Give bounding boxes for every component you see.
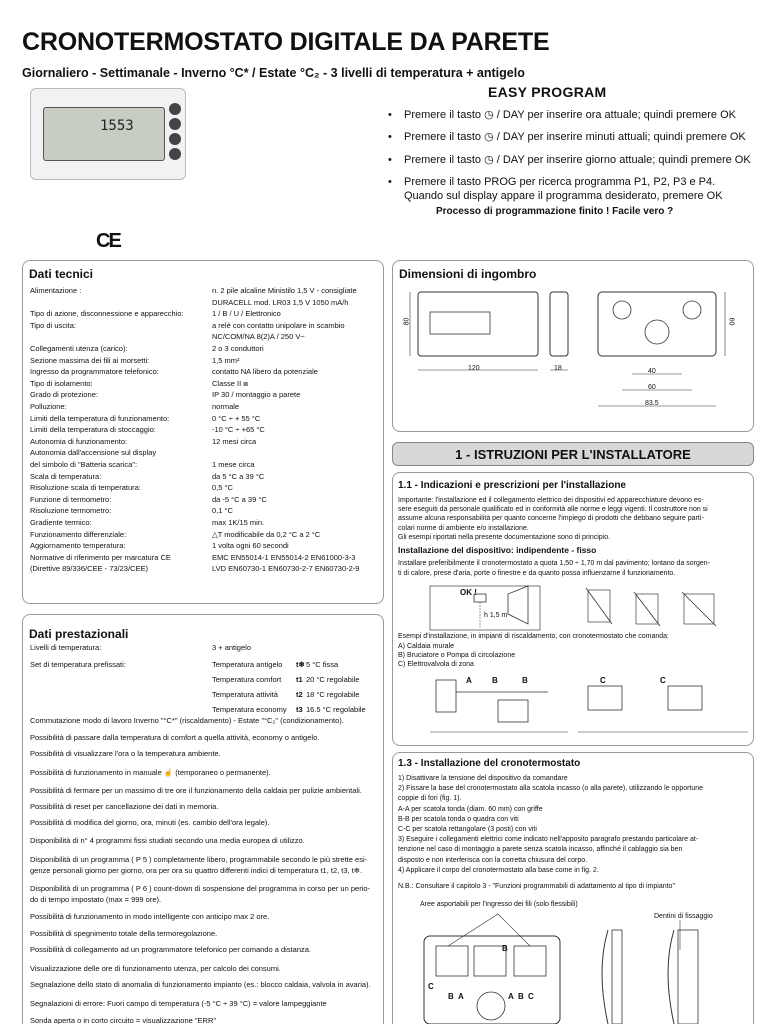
installer-banner — [392, 442, 754, 466]
mounting-figure — [418, 910, 758, 1024]
section-1-3-line: C-C per scatola rettangolare (3 posti) con viti — [398, 826, 537, 833]
tech-row-label: Aggiornamento temperatura: — [30, 541, 126, 551]
easy-program-final: Processo di programmazione finito ! Facile vero ? — [436, 206, 674, 217]
section-1-3-line: disposto e non interferisca con la corretta chiusura del corpo. — [398, 856, 588, 864]
easy-step-line: Premere il tasto PROG per ricerca programma P1, P2, P3 e P4. — [404, 175, 716, 188]
tech-row-value: 2 o 3 conduttori — [212, 344, 264, 353]
set-code: t❄ — [296, 660, 305, 669]
tech-row-label: Grado di protezione: — [30, 390, 98, 400]
fig-letter: B — [502, 944, 508, 953]
set-value: 20 °C regolabile — [306, 675, 360, 684]
diagram-letter: C — [600, 676, 606, 685]
tech-row-label: (Direttive 89/336/CEE - 73/23/CEE) — [30, 564, 148, 574]
easy-step: • Premere il tasto ◷ / DAY per inserire minuti attuali; quindi premere OK — [384, 130, 756, 144]
device-button — [169, 148, 181, 160]
tech-row-value: 1 volta ogni 60 secondi — [212, 541, 289, 551]
set-value: 18 °C regolabile — [306, 690, 360, 699]
esempi-text: Esempi d'installazione, in impianti di riscaldamento, con cronotermostato che comanda: — [398, 633, 669, 640]
tech-row-label: del simbolo di "Batteria scarica": — [30, 460, 138, 469]
ce-mark: CE — [96, 230, 120, 252]
section-1-3-line: tenzione nel caso di montaggio a parete senza scatola incasso, affinché il cablaggio sia ben — [398, 846, 683, 854]
dati-tecnici-title: Dati tecnici — [29, 267, 94, 281]
prestazione-line: Segnalazioni di errore: Fuori campo di temperatura (-5 °C ÷ 39 °C) = valore lampeggiante — [30, 999, 327, 1008]
dati-prestazionali-title: Dati prestazionali — [29, 627, 129, 641]
fig-letter: B — [448, 992, 454, 1001]
install-subtitle: Installazione del dispositivo: indipendente - fisso — [398, 545, 597, 555]
set-name: Temperatura economy — [212, 705, 287, 714]
prestazione-line: Disponibilità di un programma ( P 5 ) completamente libero, programmabile secondo le più strette esi- — [30, 855, 368, 864]
height-label: h 1,5 m — [484, 612, 508, 619]
prestazione-line: Possibilità di fermare per un massimo di tre ore il funzionamento della caldaia per pulizie ambientali. — [30, 786, 362, 795]
tech-row-label: Risoluzione scala di temperatura: — [30, 483, 141, 493]
diagram-letter: C — [660, 676, 666, 685]
esempi-item: A) Caldaia murale — [398, 643, 455, 650]
dim-label: 60 — [727, 317, 735, 326]
section-1-1-title: 1.1 - Indicazioni e prescrizioni per l'installazione — [398, 480, 626, 491]
fig-letter: C — [528, 992, 534, 1001]
tech-row-value: 1 mese circa — [212, 460, 255, 469]
prestazione-line: Disponibilità di un programma ( P 6 ) count-down di sospensione del programma in corso per un perio- — [30, 884, 371, 893]
device-button — [169, 133, 181, 145]
prestazione-line: Disponibilità di n° 4 programmi fissi studiati secondo una media europea di utilizzo. — [30, 836, 305, 845]
tech-row-label: Limiti della temperatura di funzionamento: — [30, 413, 170, 423]
livelli-value: 3 + antigelo — [212, 643, 251, 652]
section-1-1-line: assume alcuna responsabilità per quanto concerne l'impiego di prodotti che debbano seguire partì- — [398, 515, 705, 523]
dim-label: 120 — [468, 365, 480, 372]
dim-label: 40 — [648, 368, 656, 375]
tech-row-label: Alimentazione : — [30, 286, 82, 295]
dim-label: 18 — [554, 365, 562, 372]
dim-label: 80 — [403, 317, 411, 326]
device-button — [169, 118, 181, 130]
prestazione-line: do di tempo impostato (max = 999 ore). — [30, 895, 162, 904]
tech-row-label: Polluzione: — [30, 402, 67, 411]
set-value: 16.5 °C regolabile — [306, 705, 366, 714]
section-1-3-line: 1) Disattivare la tensione del dispositivo da comandare — [398, 775, 568, 782]
diagram-letter: B — [492, 676, 498, 685]
dimensioni-title: Dimensioni di ingombro — [399, 267, 537, 281]
device-illustration — [30, 88, 186, 180]
tech-row-label: Tipo di azione, disconnessione e apparecchio: — [30, 309, 184, 319]
install-line: ti di calore, prese d'aria, porte o finestre e da quanto possa influenzarne il funzionamento. — [398, 570, 676, 577]
tech-row-value: 0,1 °C — [212, 506, 233, 516]
easy-step: • Premere il tasto ◷ / DAY per inserire giorno attuale; quindi premere OK — [384, 153, 756, 167]
tech-row-value: △T modificabile da 0,2 °C a 2 °C — [212, 529, 321, 539]
tech-row-value: da 5 °C a 39 °C — [212, 471, 265, 481]
tech-row-value: n. 2 pile alcaline Ministilo 1,5 V - consigliate — [212, 286, 357, 295]
diagram-letter: B — [522, 676, 528, 685]
install-line: Installare preferibilmente il cronotermostato a quota 1,50 ÷ 1,70 m dal pavimento; lontano da sorgen- — [398, 560, 711, 567]
tech-row-label: Scala di temperatura: — [30, 471, 102, 481]
tech-row-value: LVD EN60730-1 EN60730-2-7 EN60730-2-9 — [212, 564, 360, 574]
tech-row-value: 0 °C ÷ + 55 °C — [212, 413, 261, 423]
tech-row-label: Autonomia di funzionamento: — [30, 436, 128, 446]
prestazione-line: genze personali giorno per giorno, ora per ora su quattro differenti indici di temperatura t1, t2, t3, t❄. — [30, 866, 363, 875]
prestazione-line: Possibilità di funzionamento in manuale ☝ (temporaneo o permanente). — [30, 768, 271, 777]
prestazione-line: Possibilità di reset per cancellazione dei dati in memoria. — [30, 802, 219, 811]
prestazione-line: Possibilità di passare dalla temperatura di comfort a quella attività, economy o antigelo. — [30, 733, 320, 742]
prestazione-line: Possibilità di funzionamento in modo intelligente con anticipo max 2 ore. — [30, 912, 270, 921]
set-name: Temperatura comfort — [212, 675, 282, 684]
dim-label: 60 — [648, 384, 656, 391]
prestazione-line: Possibilità di visualizzare l'ora o la temperatura ambiente. — [30, 749, 221, 758]
tech-row-value: Classe II ⧈ — [212, 378, 249, 388]
tech-row-label: Funzionamento differenziale: — [30, 529, 127, 539]
prestazione-line: Possibilità di modifica del giorno, ora, minuti (es. cambio dell'ora legale). — [30, 818, 270, 827]
dim-label: 83.5 — [645, 400, 659, 407]
tech-row-value: 1,5 mm² — [212, 355, 240, 365]
easy-program-title: EASY PROGRAM — [488, 84, 607, 100]
tech-row-value: NC/COM/NA 8(2)A / 250 V~ — [212, 332, 305, 342]
section-1-3-line: coppie di fori (fig. 1). — [398, 795, 462, 803]
tech-row-label: Gradiente termico: — [30, 518, 92, 527]
set-code: t1 — [296, 675, 303, 684]
tech-row-value: EMC EN55014-1 EN55014-2 EN61000-3-3 — [212, 552, 356, 562]
page-subtitle: Giornaliero - Settimanale - Inverno °C* / Estate °C₂ - 3 livelli di temperatura + antigelo — [22, 66, 525, 80]
set-name: Temperatura attività — [212, 690, 278, 699]
installer-banner-text: 1 - ISTRUZIONI PER L'INSTALLATORE — [455, 447, 691, 462]
fig-letter: C — [428, 982, 434, 991]
device-button — [169, 103, 181, 115]
easy-step — [384, 175, 756, 204]
tech-row-value: 1 / B / U / Elettronico — [212, 309, 281, 319]
tech-row-value: normale — [212, 402, 240, 411]
tech-row-label: Tipo di uscita: — [30, 320, 76, 330]
tech-row-label: Sezione massima dei fili ai morsetti: — [30, 355, 150, 365]
set-code: t3 — [296, 705, 303, 714]
fig-letter: A — [508, 992, 514, 1001]
tech-row-label: Funzione di termometro: — [30, 494, 112, 504]
device-lcd — [43, 107, 165, 161]
tech-row-value: 0,5 °C — [212, 483, 233, 493]
prestazione-line: Sonda aperta o in corto circuito = visualizzazione "ERR" — [30, 1016, 217, 1024]
section-1-1-line: colari norme di ambiente e/o installazione. — [398, 524, 529, 532]
device-buttons — [169, 103, 183, 163]
prestazione-line: Commutazione modo di lavoro Inverno "°C*" (riscaldamento) - Estate "°C₂" (condizionamento). — [30, 716, 344, 725]
section-1-3-line: 4) Applicare il corpo del cronotermostato alla base come in fig. 2. — [398, 866, 599, 874]
tech-row-value: max 1K/15 min. — [212, 518, 265, 527]
section-1-3-title: 1.3 - Installazione del cronotermostato — [398, 758, 581, 769]
tech-row-value: IP 30 / montaggio a parete — [212, 390, 301, 400]
fig-letter: A — [458, 992, 464, 1001]
set-name: Temperatura antigelo — [212, 660, 283, 669]
set-label: Set di temperatura prefissati: — [30, 660, 126, 669]
nb-note: N.B.: Consultare il capitolo 3 - "Funzioni programmabili di adattamento al tipo di impianto" — [398, 883, 675, 890]
section-1-3-line: A-A per scatola tonda (diam. 60 mm) con griffe — [398, 805, 543, 813]
dimension-drawing — [400, 282, 750, 422]
device-lcd-reading: 1553 — [100, 118, 134, 134]
tech-row-value: 12 mesi circa — [212, 436, 257, 446]
esempi-item: B) Bruciatore o Pompa di circolazione — [398, 652, 516, 659]
tech-row-label: Autonomia dall'accensione sul display — [30, 448, 157, 458]
tech-row-value: contatto NA libero da potenziale — [212, 367, 318, 377]
ok-label: OK ! — [460, 588, 477, 597]
section-1-1-line: sere eseguiti da personale qualificato ed in conformità alle norme e leggi vigenti. Il costruttore non si — [398, 506, 708, 514]
tech-row-value: da -5 °C a 39 °C — [212, 494, 267, 504]
heating-diagram — [428, 672, 748, 740]
aree-label: Aree asportabili per l'ingresso dei fili (solo flessibili) — [420, 901, 578, 908]
tech-row-value: a relè con contatto unipolare in scambio — [212, 320, 345, 330]
tech-row-value: DURACELL mod. LR03 1,5 V 1050 mA/h — [212, 297, 349, 307]
fig-letter: B — [518, 992, 524, 1001]
section-1-3-line: 2) Fissare la base del cronotermostato alla scatola incasso (o alla parete), utilizzando le opportune — [398, 785, 704, 793]
prestazione-line: Visualizzazione delle ore di funzionamento utenza, per calcolo dei consumi. — [30, 964, 281, 973]
dentini-label: Dentini di fissaggio — [654, 913, 713, 920]
easy-step: • Premere il tasto ◷ / DAY per inserire ora attuale; quindi premere OK — [384, 108, 756, 122]
tech-row-label: Collegamenti utenza (carico): — [30, 344, 128, 353]
easy-program-steps — [384, 108, 756, 211]
livelli-label: Livelli di temperatura: — [30, 643, 102, 652]
prestazione-line: Segnalazione dello stato di anomalia di funzionamento impianto (es.: blocco caldaia, valvola in avaria). — [30, 980, 371, 989]
section-1-3-line: 3) Eseguire i collegamenti elettrici come indicato nell'apposito paragrafo prestando particolare at- — [398, 836, 699, 844]
easy-step-line: Quando sul display appare il programma desiderato, premere OK — [404, 190, 723, 203]
tech-row-label: Risoluzione termometro: — [30, 506, 112, 516]
tech-row-label: Ingresso da programmatore telefonico: — [30, 367, 159, 377]
set-code: t2 — [296, 690, 303, 699]
set-value: 5 °C fissa — [306, 660, 339, 669]
tech-row-label: Limiti della temperatura di stoccaggio: — [30, 425, 156, 435]
tech-row-label: Normative di riferimento per marcatura CE — [30, 552, 171, 562]
tech-row-value: -10 °C ÷ +65 °C — [212, 425, 265, 435]
tech-row-label: Tipo di isolamento: — [30, 378, 93, 388]
prestazione-line: Possibilità di spegnimento totale della termoregolazione. — [30, 929, 218, 938]
diagram-letter: A — [466, 676, 472, 685]
section-1-3-line: B-B per scatola tonda o quadra con viti — [398, 815, 519, 823]
prestazione-line: Possibilità di collegamento ad un programmatore telefonico per comando a distanza. — [30, 945, 311, 954]
section-1-1-line: Gli esempi riportati nella presente documentazione sono di principio. — [398, 533, 611, 541]
page-title: CRONOTERMOSTATO DIGITALE DA PARETE — [22, 28, 550, 56]
section-1-1-line: Importante: l'installazione ed il collegamento elettrico dei dispositivi ed apparecchiature devono es- — [398, 497, 704, 504]
esempi-item: C) Elettrovalvola di zona — [398, 661, 474, 668]
